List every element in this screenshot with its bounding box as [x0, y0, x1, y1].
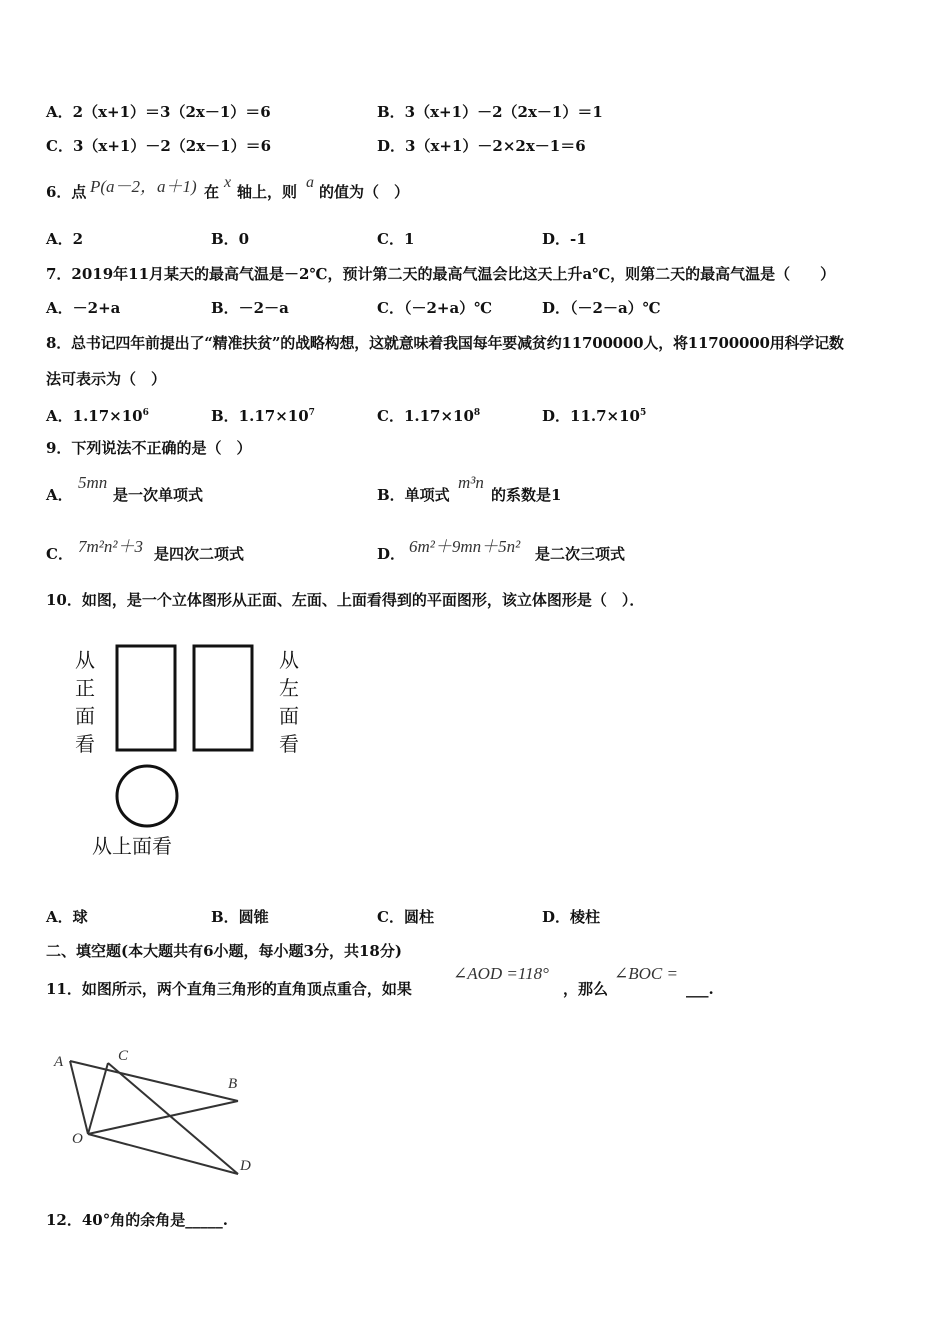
q9-option-b-expr: m³n [458, 473, 484, 492]
point-d-label: D [240, 1158, 251, 1174]
q9-option-d-label: D． [377, 545, 406, 563]
q11-blank: ___. [686, 980, 714, 998]
q6-suffix: 的值为（ ） [319, 183, 410, 201]
q11-ask-expr: ∠BOC = [614, 964, 678, 983]
q10-option-d: D．棱柱 [542, 908, 601, 926]
q6-mid: 在 [204, 183, 220, 201]
q9-option-c-text: 是四次二项式 [154, 545, 245, 563]
q9-option-b-label: B．单项式 [377, 486, 450, 504]
point-c-label: C [118, 1048, 129, 1064]
q6-option-c: C．1 [377, 230, 415, 248]
point-o-label: O [72, 1131, 83, 1147]
left-view-label: 从左面看 [279, 648, 299, 756]
point-b-label: B [228, 1076, 238, 1092]
front-view-label: 从正面看 [75, 648, 95, 756]
q7-option-a: A．－2+a [46, 299, 121, 317]
q5-option-b: B．3（x+1）－2（2x－1）＝1 [377, 103, 603, 121]
q10-option-b: B．圆锥 [211, 908, 269, 926]
q9-option-a-label: A． [46, 486, 73, 504]
q7-option-b: B．－2－a [211, 299, 289, 317]
q8-option-b: B．$1.17\times 10^7$ [211, 407, 315, 425]
q9-option-d-text: 是二次三项式 [535, 545, 626, 563]
q6-point-expr: P(a－2，a＋1) [90, 177, 197, 196]
top-view-label: 从上面看 [92, 834, 172, 858]
q11-mid: ，那么 [563, 980, 609, 998]
q9-option-c-expr: 7m²n²＋3 [78, 537, 143, 556]
q5-option-d: D．3（x+1）－2×2x－1＝6 [377, 137, 586, 155]
q9-option-a-text: 是一次单项式 [113, 486, 204, 504]
q6-option-b: B．0 [211, 230, 250, 248]
q9-option-d-expr: 6m²＋9mn＋5n² [409, 537, 521, 556]
q12-text: 12．40°角的余角是_____. [46, 1211, 228, 1229]
q6-option-a: A．2 [46, 230, 84, 248]
q8-stem-line1: 8．总书记四年前提出了“精准扶贫”的战略构想，这就意味着我国每年要减贫约11700000人，将11700000用科学记数 [46, 334, 844, 352]
q6-x-var: x [224, 174, 232, 191]
q11-prefix: 11．如图所示，两个直角三角形的直角顶点重合，如果 [46, 980, 412, 998]
q10-option-a: A．球 [46, 908, 88, 926]
q5-option-c: C．3（x+1）－2（2x－1）＝6 [46, 137, 272, 155]
q5-option-a: A．2（x+1）＝3（2x－1）＝6 [46, 103, 271, 121]
q6-option-d: D．-1 [542, 230, 587, 248]
q9-stem: 9．下列说法不正确的是（ ） [46, 439, 252, 457]
q8-option-a: A．$1.17\times 10^6$ [46, 407, 149, 425]
q11-condition-expr: ∠AOD =118° [453, 964, 549, 983]
q6-prefix: 6．点 [46, 183, 87, 201]
q7-option-c: C．（－2+a）℃ [377, 299, 493, 317]
q8-option-c: C．$1.17\times 10^8$ [377, 407, 481, 425]
q9-option-c-label: C． [46, 545, 73, 563]
section-2-heading: 二、填空题(本大题共有6小题，每小题3分，共18分) [46, 942, 402, 960]
q7-stem: 7．2019年11月某天的最高气温是－2℃，预计第二天的最高气温会比这天上升a℃，则第二天的最高气温是（ ） [46, 265, 836, 283]
q10-stem: 10．如图，是一个立体图形从正面、左面、上面看得到的平面图形，该立体图形是（ ）． [46, 591, 645, 609]
q8-option-d: D．$11.7\times 10^5$ [542, 407, 647, 425]
q7-option-d: D．（－2－a）℃ [542, 299, 661, 317]
q10-option-c: C．圆柱 [377, 908, 434, 926]
q6-mid2: 轴上，则 [237, 183, 298, 201]
q6-a-var: a [306, 174, 314, 191]
point-a-label: A [54, 1054, 64, 1070]
q9-option-b-text: 的系数是1 [491, 486, 562, 504]
q9-option-a-expr: 5mn [78, 473, 108, 492]
q8-stem-line2: 法可表示为（ ） [46, 370, 167, 388]
